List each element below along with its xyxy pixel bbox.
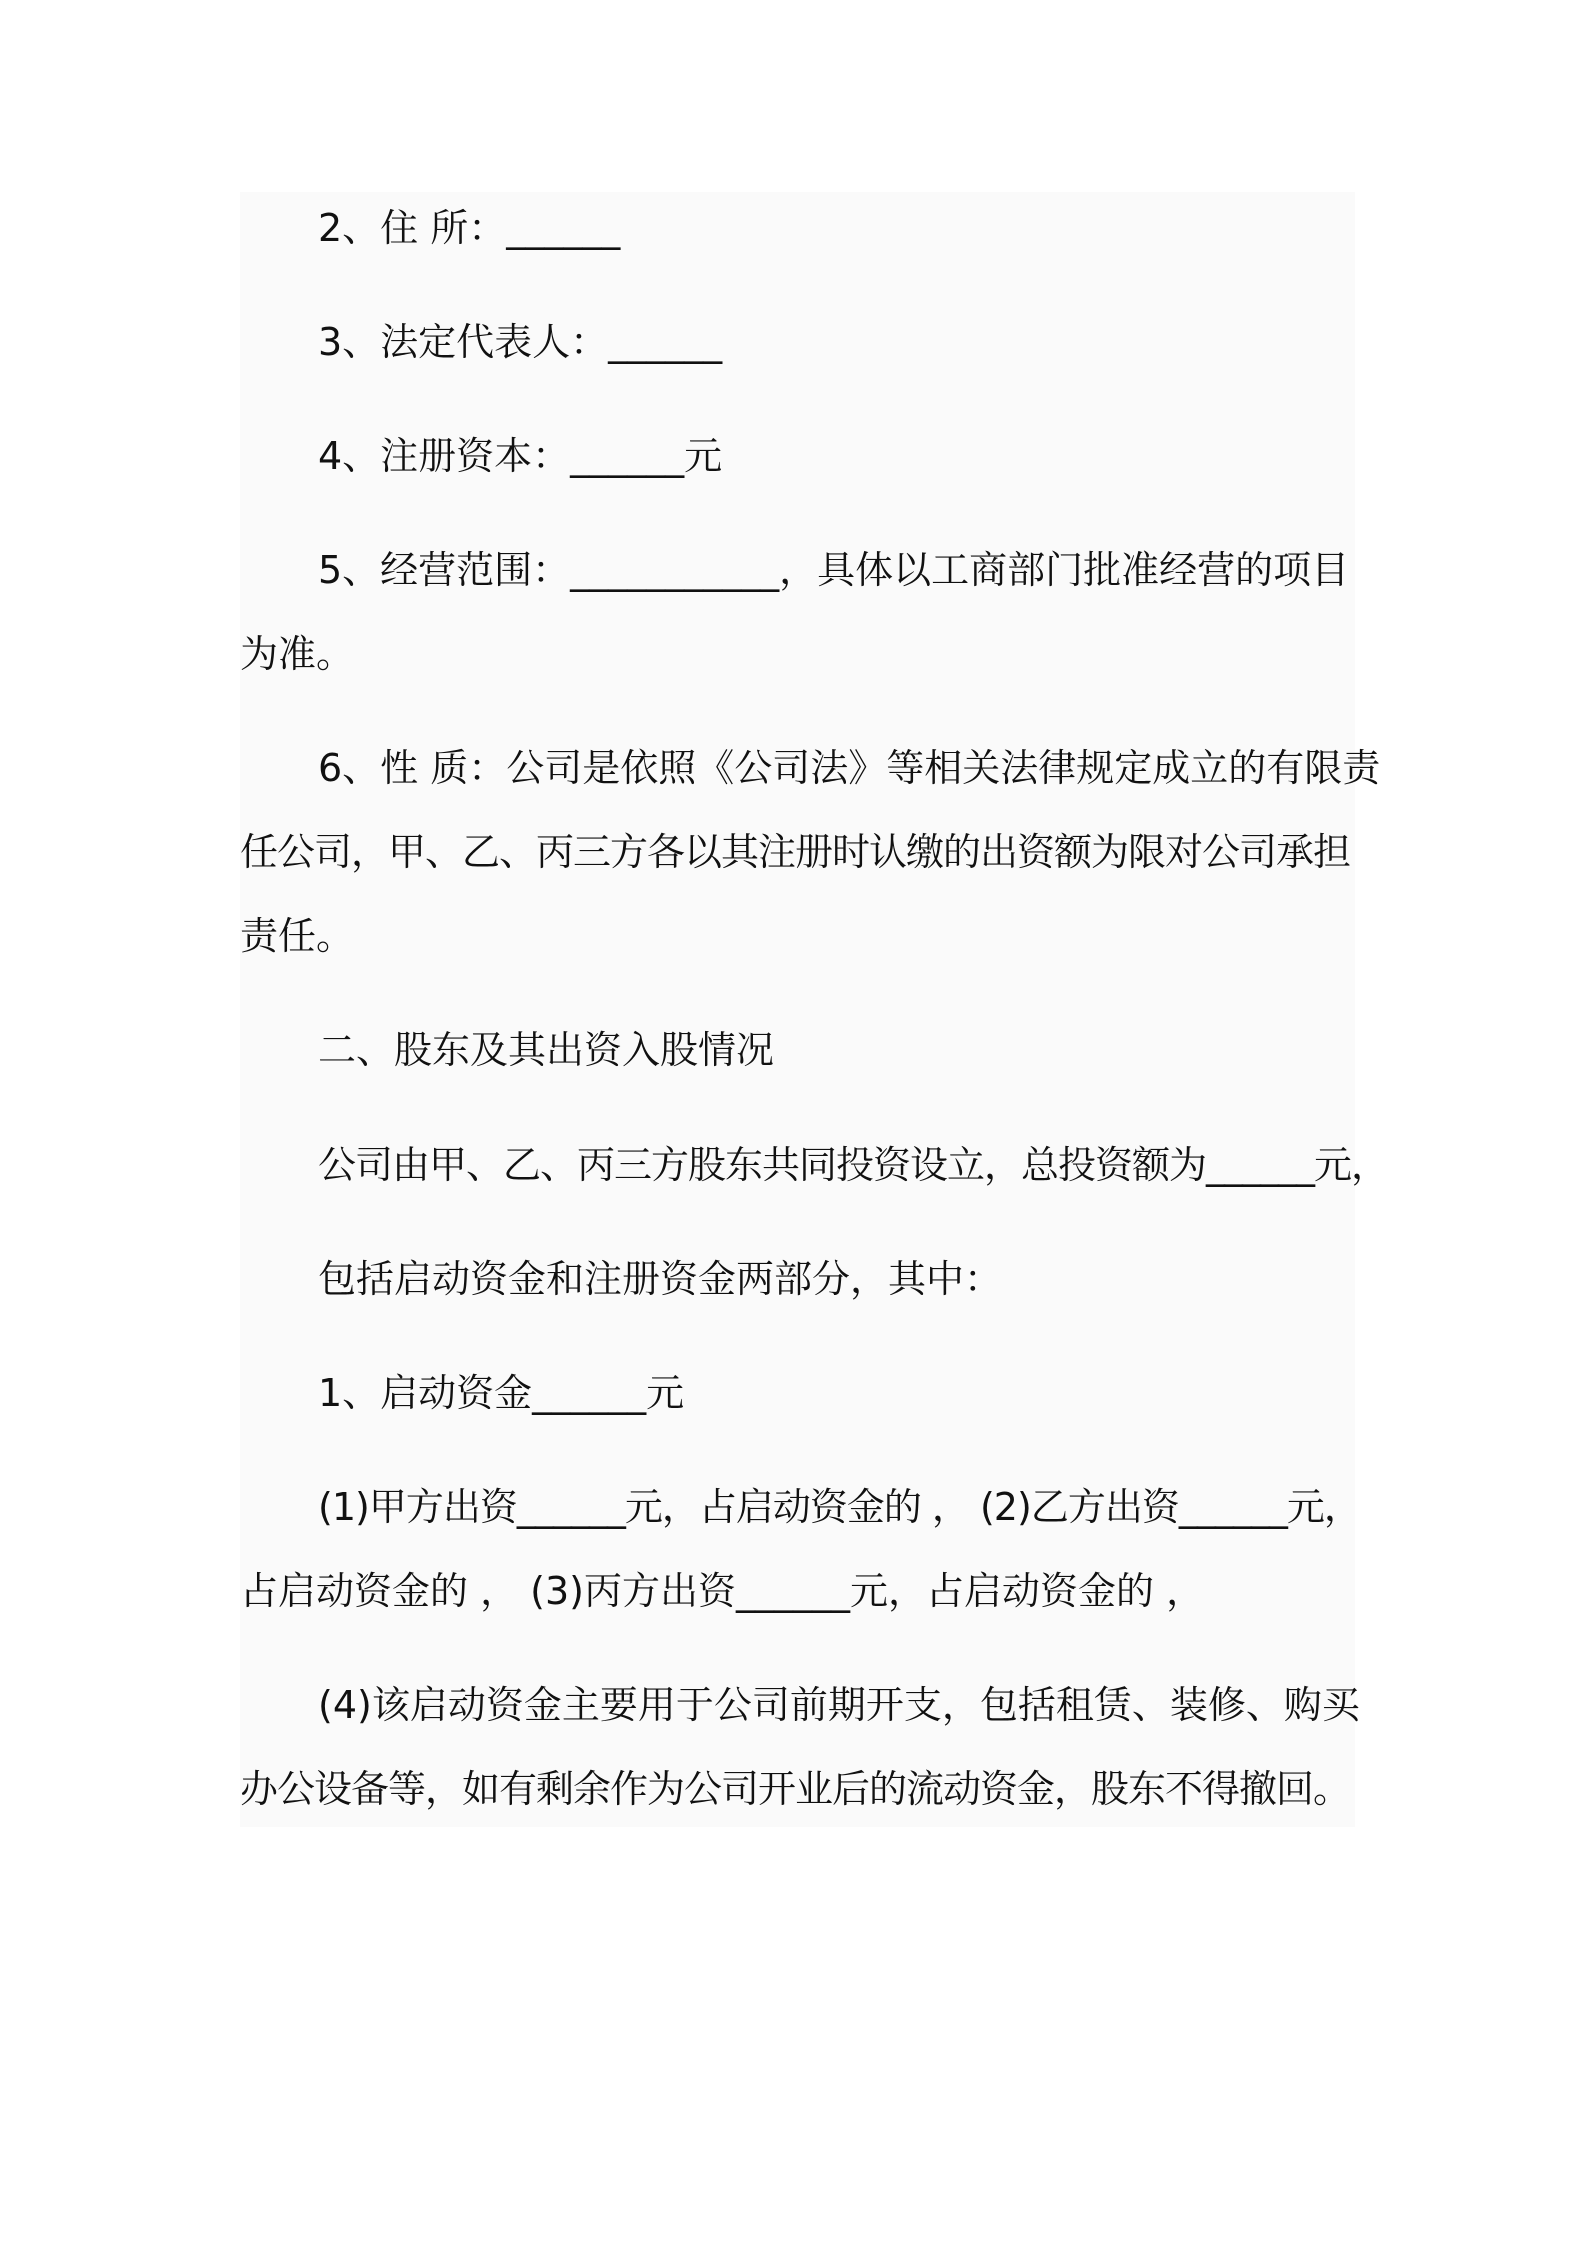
- text-line-contribution-1: (1)甲方出资______元，占启动资金的 ， (2)乙方出资______元，: [318, 1485, 1361, 1529]
- text-line-legal-representative: 3、法定代表人：______: [318, 320, 723, 364]
- text-line-nature-cont-2: 责任。: [240, 914, 355, 958]
- text-line-business-scope: 5、经营范围：___________，具体以工商部门批准经营的项目: [318, 548, 1350, 592]
- text-line-capital-usage: (4)该启动资金主要用于公司前期开支，包括租赁、装修、购买: [318, 1683, 1360, 1727]
- text-line-address: 2、住 所：______: [318, 206, 621, 250]
- text-line-registered-capital: 4、注册资本：______元: [318, 434, 723, 478]
- text-line-capital-usage-cont: 办公设备等，如有剩余作为公司开业后的流动资金，股东不得撤回。: [240, 1767, 1351, 1811]
- text-line-nature-cont-1: 任公司，甲、乙、丙三方各以其注册时认缴的出资额为限对公司承担: [240, 830, 1351, 874]
- text-line-contribution-2: 占启动资金的 ， (3)丙方出资______元，占启动资金的 ，: [240, 1569, 1205, 1613]
- text-line-startup-capital: 1、启动资金______元: [318, 1371, 685, 1415]
- text-line-capital-parts: 包括启动资金和注册资金两部分，其中：: [318, 1257, 1003, 1301]
- section-heading-shareholders: 二、股东及其出资入股情况: [318, 1028, 775, 1072]
- text-line-business-scope-cont: 为准。: [240, 632, 355, 676]
- text-line-total-investment: 公司由甲、乙、丙三方股东共同投资设立，总投资额为______元，: [318, 1143, 1389, 1187]
- text-line-nature: 6、性 质：公司是依照《公司法》等相关法律规定成立的有限责: [318, 746, 1381, 790]
